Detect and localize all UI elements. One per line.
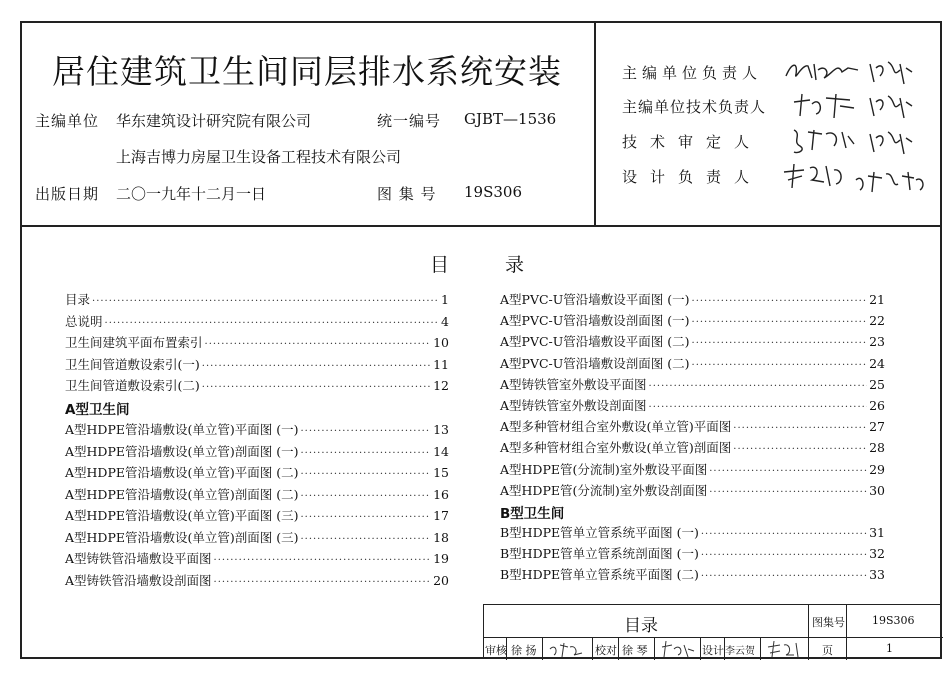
toc-left-entry-title: 卫生间建筑平面布置索引 — [65, 335, 203, 350]
toc-left-entry[interactable] — [65, 290, 449, 310]
leader-dots — [300, 512, 431, 523]
toc-right-entry-title: A型多种管材组合室外敷设(单立管)剖面图 — [500, 440, 732, 456]
leader-dots — [733, 444, 867, 455]
toc-right-entry-page: 23 — [869, 334, 885, 350]
toc-right-entry[interactable] — [500, 417, 885, 437]
title-block-check-label: 校对 — [595, 644, 617, 657]
title-block-atlas-label: 图集号 — [812, 616, 845, 629]
leader-dots — [300, 491, 431, 502]
title-block-reviewer: 徐 扬 — [511, 644, 537, 657]
toc-right-entry-page: 24 — [869, 355, 885, 371]
title-block-review-label: 审核 — [485, 644, 507, 657]
page-title: 居住建筑卫生间同层排水系统安装 — [52, 52, 562, 91]
toc-left-entry-page: 18 — [433, 529, 449, 545]
toc-left-entry-title: A型HDPE管沿墙敷设(单立管)剖面图 (二) — [65, 486, 299, 502]
signature-editor-unit-2 — [866, 56, 916, 88]
resp-design-label: 设计负责人 — [622, 168, 763, 186]
toc-left-entry[interactable] — [65, 506, 449, 526]
header-column-divider — [594, 21, 596, 226]
toc-left-entry-title: A型HDPE管沿墙敷设(单立管)平面图 (二) — [65, 465, 299, 480]
toc-left-entry[interactable] — [65, 376, 449, 396]
title-block-designer-signature — [766, 639, 804, 659]
toc-section-b-heading: B型卫生间 — [500, 506, 565, 522]
leader-dots — [92, 296, 439, 307]
toc-right-entry-page: 29 — [869, 461, 885, 477]
toc-left-entry-title: A型HDPE管沿墙敷设(单立管)剖面图 (一) — [65, 443, 299, 459]
toc-left-entry-title: 总说明 — [65, 313, 103, 329]
signature-design-2 — [852, 166, 932, 196]
toc-left-entry-page: 11 — [433, 356, 449, 372]
toc-left-entry-title: 卫生间管道敷设索引(二) — [65, 378, 200, 393]
toc-left-entry-title: A型HDPE管沿墙敷设(单立管)剖面图 (三) — [65, 529, 299, 545]
title-block-name: 目录 — [624, 616, 658, 636]
leader-dots — [214, 555, 432, 566]
toc-title-char-1: 目 — [430, 254, 450, 276]
toc-left-entry-title: A型HDPE管沿墙敷设(单立管)平面图 (三) — [65, 508, 299, 523]
leader-dots — [701, 571, 867, 582]
toc-left-entry-page: 14 — [433, 443, 449, 459]
leader-dots — [300, 534, 431, 545]
toc-left-entry-page: 10 — [433, 335, 449, 350]
toc-right-entry-page: 31 — [869, 525, 885, 540]
toc-left-entry[interactable] — [65, 528, 449, 548]
editor-unit-label: 主编单位 — [35, 112, 100, 130]
toc-left-entry-page: 19 — [433, 551, 449, 566]
toc-right-entry-page: 28 — [869, 440, 885, 456]
toc-left-entry-title: 卫生间管道敷设索引(一) — [65, 356, 200, 372]
toc-right-entry[interactable] — [500, 438, 885, 458]
toc-right-entry-title: A型PVC-U管沿墙敷设平面图 (一) — [500, 292, 690, 307]
signature-review-2 — [866, 126, 916, 158]
toc-left-entry[interactable] — [65, 571, 449, 591]
title-block — [483, 604, 942, 659]
toc-right-entry[interactable] — [500, 290, 885, 310]
toc-left-entry-title: A型铸铁管沿墙敷设平面图 — [65, 551, 212, 566]
leader-dots — [709, 487, 867, 498]
title-block-reviewer-signature — [548, 639, 588, 659]
toc-left-entry[interactable] — [65, 355, 449, 375]
signature-editor-unit — [782, 56, 862, 86]
signature-technical-2 — [866, 90, 916, 122]
toc-right-entry[interactable] — [500, 565, 885, 585]
toc-left-entry-page: 15 — [433, 465, 449, 480]
toc-left-entry-title: A型HDPE管沿墙敷设(单立管)平面图 (一) — [65, 422, 299, 437]
toc-right-entry-title: A型PVC-U管沿墙敷设剖面图 (二) — [500, 355, 690, 371]
atlas-number-label: 图 集 号 — [377, 185, 437, 203]
toc-right-entry[interactable] — [500, 544, 885, 564]
toc-left-entry-page: 16 — [433, 486, 449, 502]
toc-right-entry-page: 33 — [869, 567, 885, 583]
unified-number: GJBT—1536 — [464, 110, 557, 128]
toc-left-entry[interactable] — [65, 442, 449, 462]
leader-dots — [300, 469, 431, 480]
atlas-number: 19S306 — [464, 183, 522, 201]
leader-dots — [692, 317, 868, 328]
unified-number-label: 统一编号 — [377, 112, 442, 130]
toc-right-entry-page: 32 — [869, 546, 885, 562]
toc-right-entry-title: A型多种管材组合室外敷设(单立管)平面图 — [500, 419, 732, 435]
toc-left-entry-page: 1 — [441, 292, 449, 307]
leader-dots — [692, 360, 868, 371]
leader-dots — [202, 382, 431, 393]
toc-right-entry[interactable] — [500, 375, 885, 395]
publish-date-label: 出版日期 — [35, 185, 100, 203]
toc-right-entry-title: B型HDPE管单立管系统剖面图 (一) — [500, 546, 699, 562]
leader-dots — [649, 381, 868, 392]
toc-title-char-2: 录 — [505, 254, 525, 276]
toc-right-entry-title: A型铸铁管室外敷设平面图 — [500, 376, 647, 392]
toc-right-entry-title: B型HDPE管单立管系统平面图 (一) — [500, 525, 699, 540]
toc-left-entry-page: 12 — [433, 378, 449, 393]
toc-left-entry[interactable] — [65, 420, 449, 440]
toc-left-entry-page: 13 — [433, 422, 449, 437]
toc-left-entry-page: 4 — [441, 313, 449, 329]
leader-dots — [692, 296, 868, 307]
toc-left-entry-title: 目录 — [65, 292, 91, 307]
toc-left-entry[interactable] — [65, 485, 449, 505]
resp-technical-label: 主编单位技术负责人 — [622, 98, 767, 116]
signature-design — [780, 160, 850, 192]
toc-left-entry[interactable] — [65, 312, 449, 332]
title-block-atlas-number: 19S306 — [872, 614, 915, 627]
toc-right-entry-page: 30 — [869, 482, 885, 498]
leader-dots — [701, 529, 867, 540]
toc-right-entry-page: 22 — [869, 313, 885, 329]
leader-dots — [692, 338, 868, 349]
toc-right-entry[interactable] — [500, 332, 885, 352]
editor-unit-1: 华东建筑设计研究院有限公司 — [116, 112, 312, 130]
signature-technical — [790, 90, 860, 120]
title-block-page-label: 页 — [822, 644, 833, 657]
toc-right-entry-title: B型HDPE管单立管系统平面图 (二) — [500, 567, 699, 583]
toc-left-entry-page: 20 — [433, 572, 449, 588]
leader-dots — [205, 339, 432, 350]
toc-right-entry-title: A型PVC-U管沿墙敷设剖面图 (一) — [500, 313, 690, 329]
header-divider — [20, 225, 942, 227]
toc-right-entry[interactable] — [500, 396, 885, 416]
toc-right-entry[interactable] — [500, 354, 885, 374]
toc-right-entry-page: 21 — [869, 292, 885, 307]
editor-unit-2: 上海吉博力房屋卫生设备工程技术有限公司 — [116, 148, 402, 166]
leader-dots — [300, 426, 431, 437]
toc-right-entry-title: A型HDPE管(分流制)室外敷设平面图 — [500, 461, 708, 477]
leader-dots — [733, 423, 867, 434]
toc-section-a-heading: A型卫生间 — [65, 402, 130, 418]
toc-right-entry-title: A型铸铁管室外敷设剖面图 — [500, 398, 647, 413]
toc-right-entry-page: 27 — [869, 419, 885, 435]
leader-dots — [214, 577, 432, 588]
toc-left-entry[interactable] — [65, 463, 449, 483]
title-block-designer: 李云贺 — [725, 646, 755, 657]
signature-review — [788, 124, 858, 156]
toc-left-entry-page: 17 — [433, 508, 449, 523]
leader-dots — [300, 448, 431, 459]
leader-dots — [202, 361, 431, 372]
resp-review-label: 技术审定人 — [622, 133, 763, 151]
toc-right-entry-page: 25 — [869, 376, 885, 392]
toc-right-entry-title: A型PVC-U管沿墙敷设平面图 (二) — [500, 334, 690, 350]
toc-right-entry-page: 26 — [869, 398, 885, 413]
toc-right-entry[interactable] — [500, 311, 885, 331]
toc-right-entry[interactable] — [500, 481, 885, 501]
toc-right-entry-title: A型HDPE管(分流制)室外敷设剖面图 — [500, 482, 708, 498]
leader-dots — [105, 318, 440, 329]
title-block-design-label: 设计 — [702, 644, 724, 657]
leader-dots — [701, 550, 867, 561]
leader-dots — [649, 402, 868, 413]
title-block-checker-signature — [660, 639, 696, 659]
title-block-page-number: 1 — [886, 642, 893, 655]
toc-right-entry[interactable] — [500, 460, 885, 480]
publish-date: 二〇一九年十二月一日 — [116, 185, 267, 203]
title-block-checker: 徐 琴 — [622, 644, 648, 657]
toc-right-entry[interactable] — [500, 523, 885, 543]
resp-editor-unit-label: 主编单位负责人 — [622, 64, 763, 82]
toc-left-entry[interactable] — [65, 333, 449, 353]
toc-left-entry-title: A型铸铁管沿墙敷设剖面图 — [65, 572, 212, 588]
toc-left-entry[interactable] — [65, 549, 449, 569]
leader-dots — [709, 466, 867, 477]
